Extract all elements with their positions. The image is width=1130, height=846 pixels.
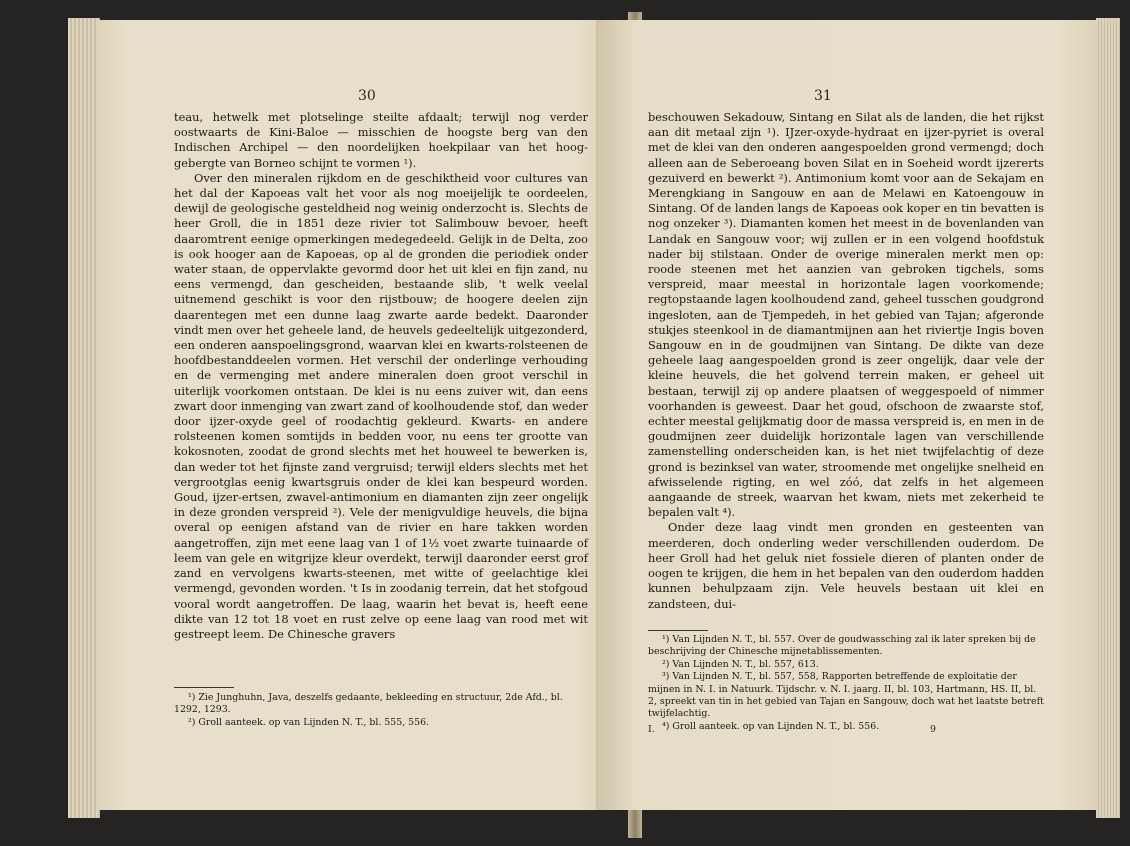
paragraph: teau, hetwelk met plotselinge steilte afdaalt; terwijl nog verder oostwaarts de Kini-Baloe — misschien de hoogste berg van den Indischen Archipel — den noordelijken hoekpilaar van het hoog-gebergte van Borneo schijnt te vormen ¹). [174, 110, 588, 170]
footnote: ¹) Van Lijnden N. T., bl. 557. Over de goudwassching zal ik later spreken bij de beschrijving der Chinesche mijnetablissementen. [648, 634, 1036, 658]
left-footnotes [174, 692, 588, 729]
footnote: ⁴) Groll aanteek. op van Lijnden N. T., bl. 556. [662, 720, 880, 732]
footnote-rule [174, 687, 234, 688]
open-book [56, 12, 1126, 838]
paragraph: beschouwen Sekadouw, Sintang en Silat als de landen, die het rijkst aan dit metaal zijn ¹). IJzer-oxyde-hydraat en ijzer-pyriet is overal met de klei van den onderen aangespoelden grond vermengd; doch alleen aan de Seberoeang boven Silat en in Soeheid wordt ijzererts gezuiverd en bewerkt ²). Antimonium komt voor aan de Sekajam en Merengkiang in Sangouw en aan de Melawi en Katoengouw in Sintang. Of de landen langs de Kapoeas ook koper en tin bevatten is nog onzeker ³). Diamanten komen het meest in de bovenlanden van Landak en Sangouw voor; wij zullen er in een volgend hoofdstuk nader bij stilstaan. Onder de overige mineralen merkt men op: roode steenen met het aanzien van gebroken tigchels, soms verspreid, maar meestal in horizontale lagen voorkomende; regtopstaande lagen koolhoudend zand, geheel tusschen goudgrond ingesloten, aan de Tjempedeh, in het gebied van Tajan; afgeronde stukjes steenkool in de diamantmijnen aan het riviertje Ingis boven Sangouw en in de goudmijnen van Sintang. De dikte van deze geheele laag aangespoelden grond is zeer ongelijk, daar vele der kleine heuvels, die het golvend terrein maken, er geheel uit bestaan, terwijl zij op andere plaatsen of weggespoeld of nimmer voorhanden is geweest. Daar het goud, ofschoon de zwaarste stof, echter meestal gelijkmatig door de massa verspreid is, en men in de goudmijnen zeer duidelijk horizontale lagen van verschillende zamenstelling onderscheiden kan, is het niet twijfelachtig of deze grond is bezinksel van water, stroomende met ongelijke snelheid en afwisselende rigting, en wel zóó, dat zelfs in het algemeen aangaande de streek, waarvan het kwam, niets met zekerheid te bepalen valt ⁴). [648, 110, 1044, 520]
page-number-left: 30 [358, 88, 376, 104]
footnote: ¹) Zie Junghuhn, Java, deszelfs gedaante, bekleeding en structuur, 2de Afd., bl. 1292, 1293. [174, 692, 563, 716]
paragraph: Over den mineralen rijkdom en de geschiktheid voor cultures van het dal der Kapoeas valt het voor als nog moeijelijk te oordeelen, dewijl de geologische gesteldheid nog weinig onderzocht is. Slechts de heer Groll, die in 1851 deze rivier tot Salimbouw bevoer, heeft daaromtrent eenige opmerkingen medegedeeld. Gelijk in de Delta, zoo is ook hooger aan de Kapoeas, op al de gronden die periodiek onder water staan, de oppervlakte gevormd door het uit klei en fijn zand, nu eens vermengd, dan gescheiden, bestaande slib, 't welk veelal uitnemend geschikt is voor den rijstbouw; de hoogere deelen zijn daarentegen met een dunne laag zwarte aarde bedekt. Daaronder vindt men over het geheele land, de heuvels gedeeltelijk uitgezonderd, een onderen aanspoelingsgrond, waarvan klei en kwarts-rolsteenen de hoofdbestanddeelen vormen. Het verschil der onderlinge verhouding en de vermenging met andere mineralen doen groot verschil in uiterlijk voorkomen ontstaan. De klei is nu eens zuiver wit, dan eens zwart door inmenging van zwart zand of koolhoudende stof, dan weder door ijzer-oxyde geel of roodachtig gekleurd. Kwarts- en andere rolsteenen komen somtijds in bedden voor, nu eens ter grootte van kokosnoten, zoodat de grond slechts met het houweel te bewerken is, dan weder tot het fijnste zand vergruisd; terwijl elders slechts met het vergrootglas eenig kwartsgruis onder de klei kan bespeurd worden. Goud, ijzer-ertsen, zwavel-antimonium en diamanten zijn zeer ongelijk in deze gronden verspreid ²). Vele der menigvuldige heuvels, die bijna overal op eenigen afstand van de rivier en hare takken worden aangetroffen, zijn met eene laag van 1 of 1½ voet zwarte tuinaarde of leem van gele en witgrijze kleur overdekt, terwijl daaronder eerst grof zand en vervolgens kwarts-steenen, met witte of geelachtige klei vermengd, gevonden worden. 't Is in zoodanig terrein, dat het stofgoud vooral wordt aangetroffen. De laag, waarin het bevat is, heeft eene dikte van 12 tot 18 voet en rust zelve op eene laag van rood met wit gestreept leem. De Chinesche gravers [174, 170, 588, 641]
signature-mark: I. [648, 724, 655, 735]
page-edges-right [1096, 18, 1120, 818]
signature-number: 9 [930, 724, 936, 735]
page-number-right: 31 [814, 88, 832, 104]
left-page [96, 20, 632, 810]
footnote: ²) Van Lijnden N. T., bl. 557, 613. [662, 658, 819, 670]
right-page [596, 20, 1096, 810]
footnote: ³) Van Lijnden N. T., bl. 557, 558, Rapporten betreffende de exploitatie der mijnen in N. I. in Natuurk. Tijdschr. v. N. I. jaarg. II, bl. 103, Hartmann, HS. II, bl. 2, spreekt van tin in het gebied van Tajan en Sangouw, doch wat het laatste betreft twijfelachtig. [648, 671, 1044, 720]
footnote: ²) Groll aanteek. op van Lijnden N. T., bl. 555, 556. [188, 716, 430, 728]
right-page-text [648, 110, 1044, 612]
left-page-text [174, 110, 588, 642]
right-footnotes [648, 634, 1044, 733]
footnote-rule [648, 630, 708, 631]
paragraph: Onder deze laag vindt men gronden en gesteenten van meerderen, doch onderling weder verschillenden ouderdom. De heer Groll had het geluk niet fossiele dieren of planten onder de oogen te krijgen, die hem in het bepalen van den ouderdom hadden kunnen behulpzaam zijn. Vele heuvels bestaan uit klei en zandsteen, dui- [648, 520, 1044, 611]
